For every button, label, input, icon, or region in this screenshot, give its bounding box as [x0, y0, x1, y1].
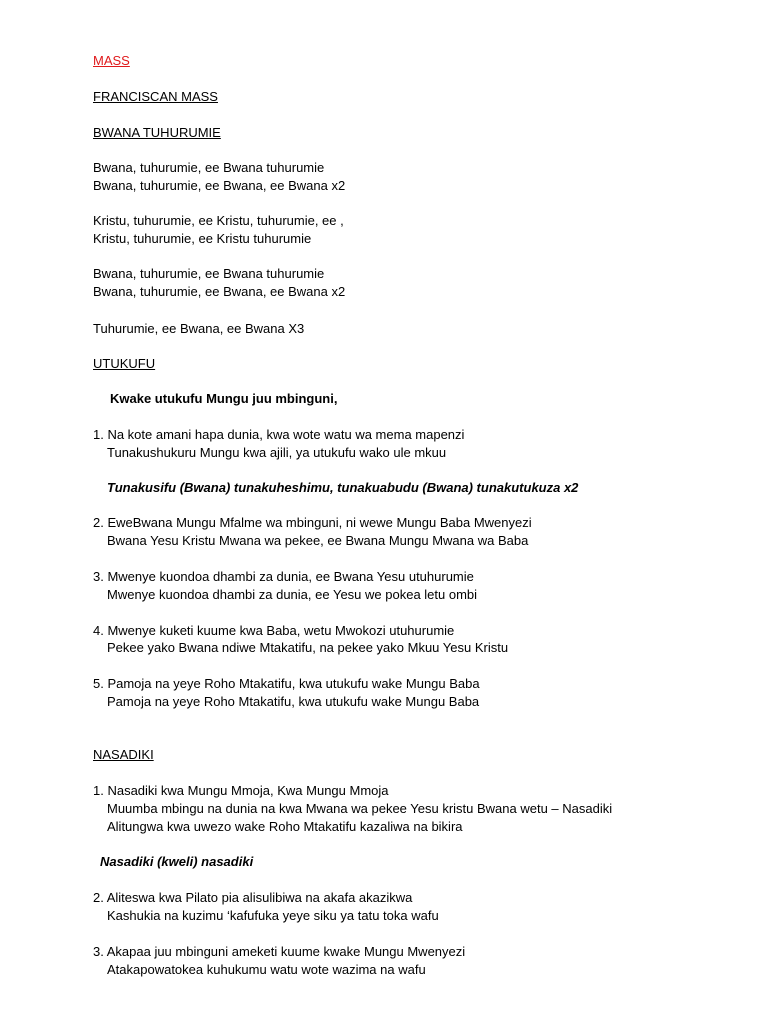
- verse-line: Muumba mbingu na dunia na kwa Mwana wa pekee Yesu kristu Bwana wetu – Nasadiki: [107, 801, 613, 816]
- verse-line: Bwana Yesu Kristu Mwana wa pekee, ee Bwana Mungu Mwana wa Baba: [107, 533, 529, 548]
- lyric-line: Tuhurumie, ee Bwana, ee Bwana X3: [93, 321, 305, 336]
- verse-line: Pamoja na yeye Roho Mtakatifu, kwa utukufu wake Mungu Baba: [107, 694, 480, 709]
- document-title: MASS: [93, 53, 130, 68]
- utukufu-refrain: Tunakusifu (Bwana) tunakuheshimu, tunakuabudu (Bwana) tunakutukuza x2: [107, 480, 579, 495]
- verse-line: Atakapowatokea kuhukumu watu wote wazima na wafu: [107, 962, 426, 977]
- verse-line: Kashukia na kuzimu ‘kafufuka yeye siku ya tatu toka wafu: [107, 908, 439, 923]
- nasadiki-refrain: Nasadiki (kweli) nasadiki: [100, 854, 254, 869]
- lyric-line: Bwana, tuhurumie, ee Bwana, ee Bwana x2: [93, 178, 346, 193]
- verse-line: Pekee yako Bwana ndiwe Mtakatifu, na pekee yako Mkuu Yesu Kristu: [107, 640, 509, 655]
- lyric-line: Kristu, tuhurumie, ee Kristu tuhurumie: [93, 231, 312, 246]
- verse-line: Alitungwa kwa uwezo wake Roho Mtakatifu kazaliwa na bikira: [107, 819, 463, 834]
- mass-name-heading: FRANCISCAN MASS: [93, 89, 218, 104]
- verse-line: 3. Akapaa juu mbinguni ameketi kuume kwake Mungu Mwenyezi: [93, 944, 466, 959]
- section-heading-utukufu: UTUKUFU: [93, 356, 156, 371]
- utukufu-intro: Kwake utukufu Mungu juu mbinguni,: [110, 391, 338, 406]
- lyric-line: Bwana, tuhurumie, ee Bwana tuhurumie: [93, 160, 325, 175]
- section-heading-bwana-tuhurumie: BWANA TUHURUMIE: [93, 125, 221, 140]
- verse-line: 2. Aliteswa kwa Pilato pia alisulibiwa na akafa akazikwa: [93, 890, 413, 905]
- verse-line: 3. Mwenye kuondoa dhambi za dunia, ee Bwana Yesu utuhurumie: [93, 569, 474, 584]
- verse-line: 1. Na kote amani hapa dunia, kwa wote watu wa mema mapenzi: [93, 427, 465, 442]
- lyric-line: Bwana, tuhurumie, ee Bwana tuhurumie: [93, 266, 325, 281]
- lyric-line: Bwana, tuhurumie, ee Bwana, ee Bwana x2: [93, 284, 346, 299]
- verse-line: 5. Pamoja na yeye Roho Mtakatifu, kwa utukufu wake Mungu Baba: [93, 676, 480, 691]
- section-heading-nasadiki: NASADIKI: [93, 747, 154, 762]
- verse-line: 1. Nasadiki kwa Mungu Mmoja, Kwa Mungu Mmoja: [93, 783, 389, 798]
- verse-line: Mwenye kuondoa dhambi za dunia, ee Yesu we pokea letu ombi: [107, 587, 478, 602]
- lyric-line: Kristu, tuhurumie, ee Kristu, tuhurumie, ee ,: [93, 213, 344, 228]
- verse-line: 4. Mwenye kuketi kuume kwa Baba, wetu Mwokozi utuhurumie: [93, 623, 455, 638]
- verse-line: 2. EweBwana Mungu Mfalme wa mbinguni, ni wewe Mungu Baba Mwenyezi: [93, 515, 532, 530]
- verse-line: Tunakushukuru Mungu kwa ajili, ya utukufu wako ule mkuu: [107, 445, 447, 460]
